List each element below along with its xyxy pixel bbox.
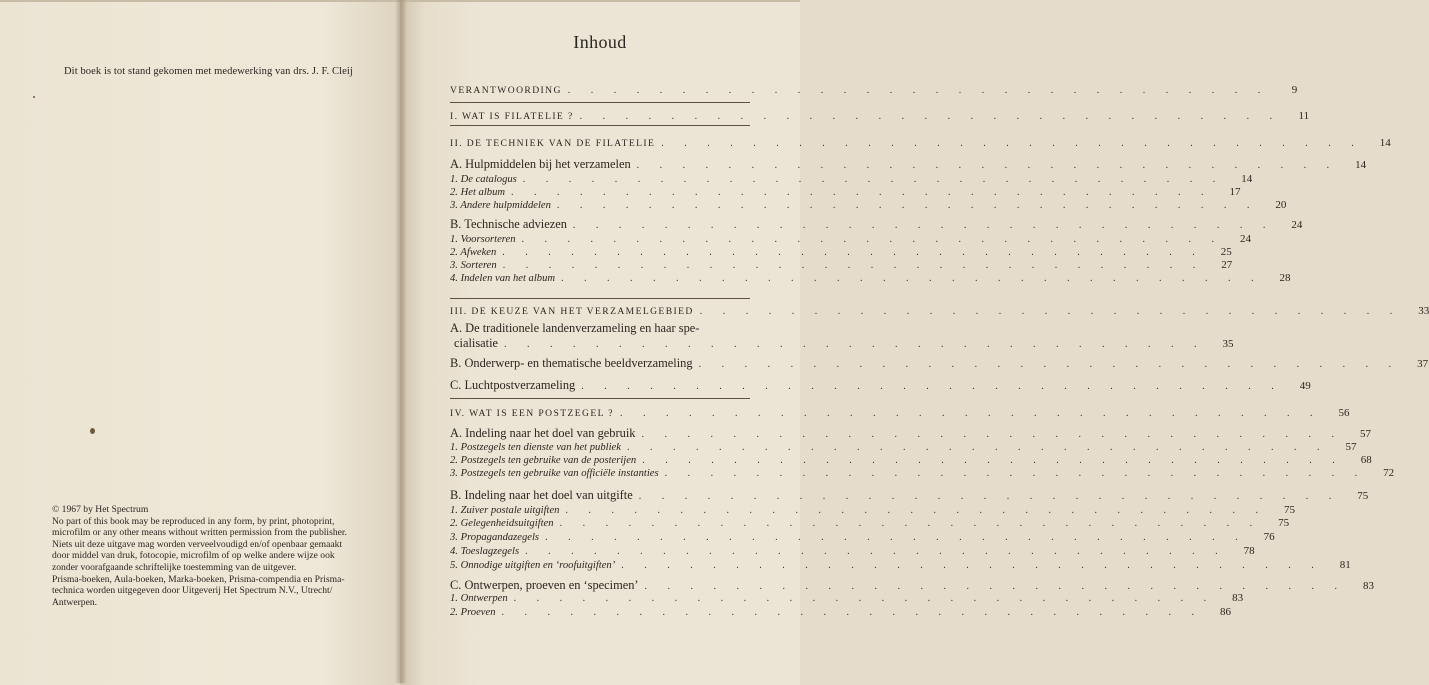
toc-entry-label: 4. Toeslagzegels [450,546,520,557]
toc-entry-label: B. Technische adviezen [450,217,567,231]
ink-speck [33,96,35,98]
toc-entry [450,217,1303,232]
toc-page-number: 35 [1222,338,1234,350]
toc-entry [450,545,1255,557]
toc-page-number: 57 [1359,428,1371,440]
toc-page-number: 14 [1379,137,1391,149]
toc-page-number: 28 [1279,272,1291,284]
toc-page-number: 81 [1339,559,1351,571]
toc-leader-dots: . . . . . . . . . . . . . . . . . . . . . . . . . . . . . . . [521,234,1224,245]
toc-entry-label: IV. WAT IS EEN POSTZEGEL ? [450,408,614,419]
toc-entry [450,531,1275,543]
toc-page-number: 49 [1299,380,1311,392]
toc-entry-label: 4. Indelen van het album [450,273,556,284]
toc-entry [450,259,1233,271]
toc-entry [450,321,755,336]
copyright-line: Prisma-boeken, Aula-boeken, Marka-boeken, Prisma-compendia en Prisma- [52,573,345,585]
toc-page-number: 57 [1345,441,1357,453]
toc-entry [450,426,1371,441]
toc-entry [450,84,1298,96]
toc-entry-label: 1. De catalogus [450,174,517,185]
toc-leader-dots: . . . . . . . . . . . . . . . . . . . . . . . . . . . . . . . [501,607,1203,618]
toc-leader-dots: . . . . . . . . . . . . . . . . . . . . . . . . . . . . . . . [581,381,1283,392]
toc-entry-label: B. Indeling naar het doel van uitgifte [450,488,633,502]
toc-page-number: 75 [1283,504,1295,516]
toc-entry-label: 1. Voorsorteren [450,234,516,245]
toc-page-number: 24 [1291,219,1303,231]
toc-entry-label: VERANTWOORDING [450,85,562,96]
toc-entry-label: A. Indeling naar het doel van gebruik [450,426,636,440]
toc-entry [450,110,1310,122]
toc-entry-label: 3. Propagandazegels [450,532,540,543]
toc-entry-label: B. Onderwerp- en thematische beeldverzameling [450,356,693,370]
toc-leader-dots: . . . . . . . . . . . . . . . . . . . . . . . . . . . . . . . [641,429,1343,440]
section-rule [450,102,750,103]
toc-entry [450,454,1372,466]
toc-entry-label: 1. Postzegels ten dienste van het publiek [450,442,621,453]
ink-speck [90,428,95,434]
toc-leader-dots: . . . . . . . . . . . . . . . . . . . . . . . . . . . . . . . [626,442,1329,453]
toc-entry-label: A. Hulpmiddelen bij het verzamelen [450,157,631,171]
toc-leader-dots: . . . . . . . . . . . . . . . . . . . . . . . . . . . . . . . [565,505,1267,516]
toc-entry-label: 1. Ontwerpen [450,593,508,604]
toc-leader-dots: . . . . . . . . . . . . . . . . . . . . . . . . . . . . . . . [502,247,1204,258]
section-rule [450,398,750,399]
toc-page-number: 17 [1229,186,1241,198]
toc-entry [450,578,1375,593]
toc-leader-dots: . . . . . . . . . . . . . . . . . . . . . . . . . . . . . . . [621,560,1323,571]
toc-leader-dots: . . . . . . . . . . . . . . . . . . . . . . . . . . . . . . . [698,359,1401,370]
toc-entry [450,467,1395,479]
toc-leader-dots: . . . . . . . . . . . . . . . . . . . . . . . . . . . . . . . [664,468,1367,479]
toc-leader-dots: . . . . . . . . . . . . . . . . . . . . . . . . . . . . . . . [619,408,1322,419]
copyright-line: No part of this book may be reproduced in any form, by print, photoprint, [52,515,335,527]
toc-entry-label: 3. Sorteren [450,260,497,271]
toc-leader-dots: . . . . . . . . . . . . . . . . . . . . . . . . . . . . . . . [525,546,1227,557]
section-rule [450,125,750,126]
copyright-line: Antwerpen. [52,596,98,608]
copyright-line: © 1967 by Het Spectrum [52,504,149,515]
toc-leader-dots: . . . . . . . . . . . . . . . . . . . . . . . . . . . . . . . [513,593,1216,604]
toc-entry [450,407,1350,419]
toc-entry-label: II. DE TECHNIEK VAN DE FILATELIE [450,138,656,149]
toc-entry-label: cialisatie [454,336,499,350]
copyright-line: zonder voorafgaande schriftelijke toestemming van de uitgever. [52,561,297,573]
copyright-line: door middel van druk, fotocopie, microfilm of op welke andere wijze ook [52,550,335,562]
toc-page-number: 27 [1221,259,1233,271]
toc-entry-label: C. Ontwerpen, proeven en ‘specimen’ [450,578,639,592]
toc-page-number: 25 [1220,246,1232,258]
toc-leader-dots: . . . . . . . . . . . . . . . . . . . . . . . . . . . . . . . [638,491,1341,502]
toc-leader-dots: . . . . . . . . . . . . . . . . . . . . . . . . . . . . . . . [567,85,1270,96]
toc-leader-dots: . . . . . . . . . . . . . . . . . . . . . . . . . . . . . . . [511,187,1213,198]
toc-page-number: 11 [1298,110,1310,122]
toc-page-number: 33 [1418,305,1429,317]
toc-page-number: 78 [1243,545,1255,557]
toc-entry [450,606,1231,618]
toc-entry [450,441,1357,453]
toc-entry [450,137,1391,149]
copyright-line: microfilm or any other means without written permission from the publisher. [52,527,347,539]
toc-title: Inhoud [573,32,627,52]
toc-entry [450,246,1232,258]
toc-entry [450,488,1369,503]
toc-entry [450,592,1244,604]
toc-page-number: 75 [1357,490,1369,502]
toc-page-number: 24 [1240,233,1252,245]
toc-entry-label: 5. Onnodige uitgiften en ‘roofuitgiften’ [450,560,616,571]
toc-entry-label: 2. Proeven [450,607,496,618]
toc-entry-label: 2. Postzegels ten gebruike van de posterijen [450,455,637,466]
toc-entry [450,233,1252,245]
toc-leader-dots: . . . . . . . . . . . . . . . . . . . . . . . . . . . . . . . [522,174,1225,185]
toc-page-number: 76 [1263,531,1275,543]
toc-entry [450,272,1291,284]
toc-entry [450,305,1429,317]
toc-page-number: 83 [1363,580,1375,592]
toc-page-number: 83 [1232,592,1244,604]
toc-leader-dots: . . . . . . . . . . . . . . . . . . . . . . . . . . . . . . . [661,138,1363,149]
toc-entry-label: III. DE KEUZE VAN HET VERZAMELGEBIED [450,306,694,317]
toc-leader-dots: . . . . . . . . . . . . . . . . . . . . . . . . . . . . . . . [556,200,1259,211]
toc-page-number: 75 [1278,517,1290,529]
toc-leader-dots: . . . . . . . . . . . . . . . . . . . . . . . . . . . . . . . [559,518,1262,529]
toc-entry [450,356,1429,371]
toc-leader-dots: . . . . . . . . . . . . . . . . . . . . . . . . . . . . . . . [644,581,1347,592]
toc-leader-dots: . . . . . . . . . . . . . . . . . . . . . . . . . . . . . . . [502,260,1205,271]
toc-entry [450,504,1295,516]
toc-entry-label: 3. Andere hulpmiddelen [450,200,551,211]
toc-entry-label: 1. Zuiver postale uitgiften [450,505,560,516]
toc-leader-dots: . . . . . . . . . . . . . . . . . . . . . . . . . . . . . . . [699,306,1402,317]
toc-entry [450,157,1367,172]
toc-entry-label: C. Luchtpostverzameling [450,378,576,392]
toc-leader-dots: . . . . . . . . . . . . . . . . . . . . . . . . . . . . . . . [642,455,1344,466]
toc-entry-label: 2. Het album [450,187,506,198]
toc-entry [450,517,1290,529]
toc-leader-dots: . . . . . . . . . . . . . . . . . . . . . . . . . . . . . . . [561,273,1263,284]
toc-page-number: 37 [1417,358,1429,370]
toc-page-number: 9 [1291,84,1298,96]
toc-entry [450,173,1253,185]
copyright-line: Niets uit deze uitgave mag worden verveelvoudigd en/of openbaar gemaakt [52,538,343,550]
credit-line: Dit boek is tot stand gekomen met medewerking van drs. J. F. Cleij [64,66,353,77]
toc-entry-label: I. WAT IS FILATELIE ? [450,111,574,122]
toc-entry-label: 2. Gelegenheidsuitgiften [450,518,554,529]
toc-leader-dots: . . . . . . . . . . . . . . . . . . . . . . . . . . . . . . . [572,220,1275,231]
toc-leader-dots: . . . . . . . . . . . . . . . . . . . . . . . . . . . . . . . [545,532,1247,543]
toc-page-number: 14 [1241,173,1253,185]
toc-page-number: 86 [1220,606,1231,618]
toc-entry-label: 2. Afweken [450,247,497,258]
toc-leader-dots: . . . . . . . . . . . . . . . . . . . . . . . . . . . . . . . [504,339,1206,350]
toc-entry-label: A. De traditionele landenverzameling en haar spe- [450,321,700,335]
toc-leader-dots: . . . . . . . . . . . . . . . . . . . . . . . . . . . . . . . [579,111,1282,122]
toc-page-number: 68 [1360,454,1372,466]
toc-entry-label: 3. Postzegels ten gebruike van officiële instanties [450,468,659,479]
book-gutter [395,0,407,683]
section-rule [450,298,750,299]
toc-leader-dots: . . . . . . . . . . . . . . . . . . . . . . . . . . . . . . . [636,160,1339,171]
copyright-notice [52,504,384,608]
toc-entry [454,336,1234,351]
toc-entry [450,559,1351,571]
toc-entry [450,199,1287,211]
toc-page-number: 20 [1275,199,1287,211]
toc-page-number: 14 [1355,159,1367,171]
toc-entry [450,186,1241,198]
toc-entry [450,378,1311,393]
toc-page-number: 72 [1383,467,1395,479]
toc-page-number: 56 [1338,407,1350,419]
left-page [0,0,400,685]
copyright-line: technica worden uitgegeven door Uitgeverij Het Spectrum N.V., Utrecht/ [52,585,333,597]
